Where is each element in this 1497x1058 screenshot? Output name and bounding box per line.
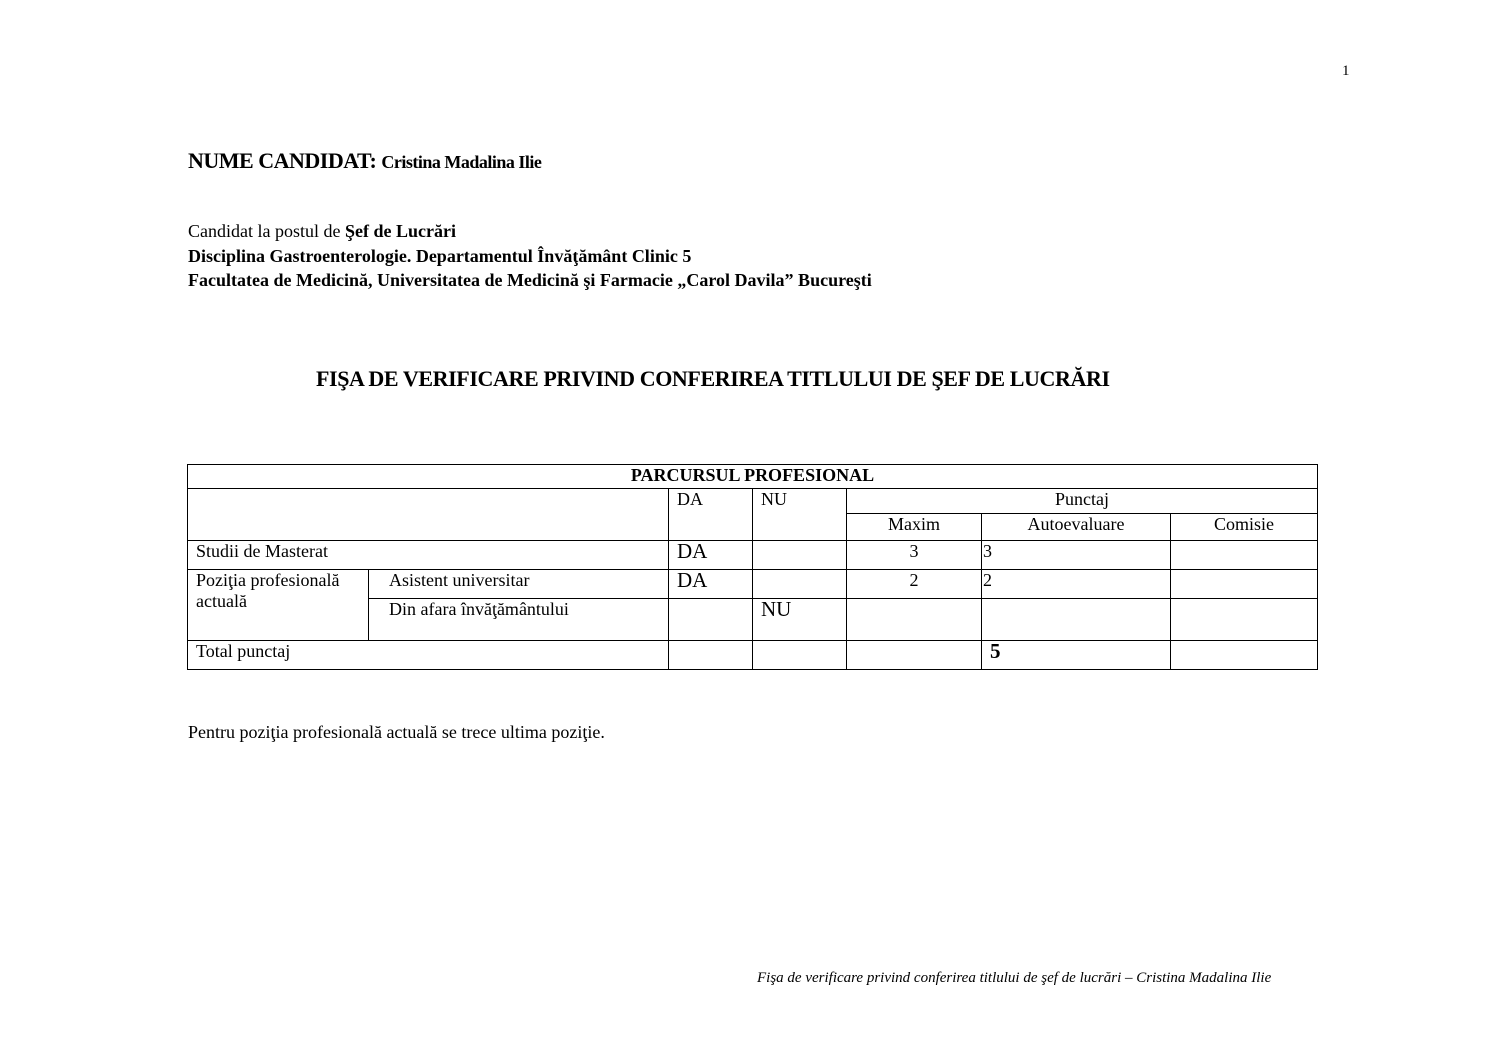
- table-row: [188, 541, 1318, 570]
- header-autoevaluare: Autoevaluare: [982, 514, 1171, 541]
- table-row: [188, 641, 1318, 670]
- header-punctaj: Punctaj: [847, 489, 1318, 514]
- cell-maxim: 2: [847, 570, 982, 599]
- footer: Fişa de verificare privind conferirea titlului de şef de lucrări – Cristina Madalina Ilie: [757, 970, 1272, 986]
- cell-maxim: [847, 599, 982, 641]
- section-header: PARCURSUL PROFESIONAL: [188, 465, 1318, 489]
- cell-comisie: [1171, 570, 1318, 599]
- cell-autoevaluare: 2: [982, 570, 1171, 599]
- cell-nu: [753, 641, 847, 670]
- header-nu: NU: [753, 489, 847, 541]
- candidate-line: [188, 148, 541, 174]
- cell-da: DA: [669, 570, 753, 599]
- candidate-label: NUME CANDIDAT:: [188, 148, 377, 173]
- cell-da: [669, 641, 753, 670]
- position-line: [188, 221, 456, 242]
- evaluation-table: [187, 464, 1318, 670]
- row-label: Studii de Masterat: [188, 541, 669, 570]
- position-name: Şef de Lucrări: [344, 221, 456, 241]
- cell-comisie: [1171, 641, 1318, 670]
- row-label: Asistent universitar: [369, 570, 669, 599]
- cell-comisie: [1171, 599, 1318, 641]
- row-label: Din afara învăţământului: [369, 599, 669, 641]
- row-label: Total punctaj: [188, 641, 669, 670]
- note: Pentru poziţia profesională actuală se trece ultima poziţie.: [188, 722, 605, 742]
- cell-nu: [753, 541, 847, 570]
- cell-nu: [753, 570, 847, 599]
- header-da: DA: [669, 489, 753, 541]
- header-comisie: Comisie: [1171, 514, 1318, 541]
- row-group-label: Poziţia profesională actuală: [188, 570, 369, 641]
- candidate-name: Cristina Madalina Ilie: [381, 152, 542, 172]
- faculty-line: Facultatea de Medicină, Universitatea de Medicină şi Farmacie „Carol Davila” Bucureşti: [188, 270, 872, 290]
- cell-nu: NU: [753, 599, 847, 641]
- cell-da: DA: [669, 541, 753, 570]
- table-row: [188, 570, 1318, 599]
- header-maxim: Maxim: [847, 514, 982, 541]
- header-empty: [188, 489, 669, 541]
- discipline-line: Disciplina Gastroenterologie. Departamentul Învăţământ Clinic 5: [188, 246, 692, 266]
- cell-da: [669, 599, 753, 641]
- cell-total-autoevaluare: 5: [982, 641, 1171, 670]
- document-title: FIŞA DE VERIFICARE PRIVIND CONFERIREA TITLULUI DE ŞEF DE LUCRĂRI: [316, 366, 1110, 391]
- cell-maxim: 3: [847, 541, 982, 570]
- cell-maxim: [847, 641, 982, 670]
- cell-autoevaluare: [982, 599, 1171, 641]
- page-number: 1: [1342, 63, 1350, 79]
- cell-comisie: [1171, 541, 1318, 570]
- cell-autoevaluare: 3: [982, 541, 1171, 570]
- position-prefix: Candidat la postul de: [188, 221, 345, 241]
